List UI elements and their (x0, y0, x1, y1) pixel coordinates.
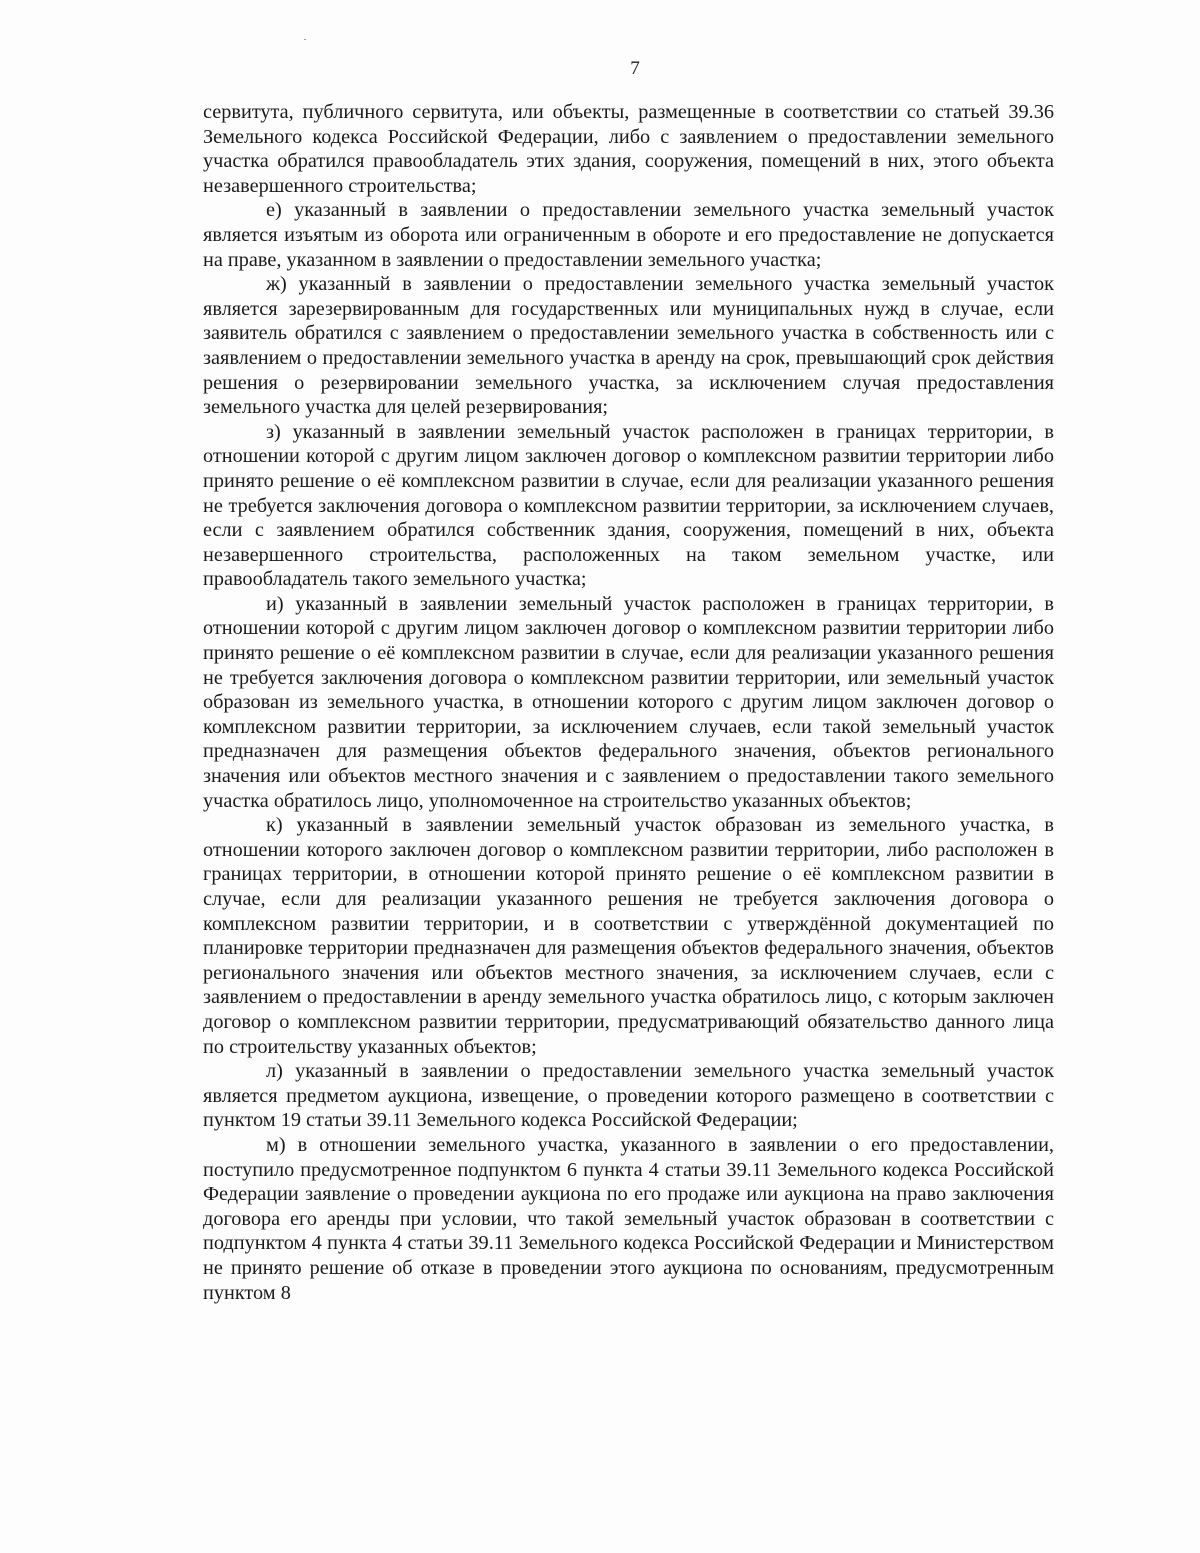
paragraph-zh: ж) указанный в заявлении о предоставлении земельного участка земельный участок является зарезервированным для государственных или муниципальных нужд в случае, если заявитель обратился с заявлением о предоставлении земельного участка в собственность или с заявлением о предоставлении земельного участка в аренду на срок, превышающий срок действия решения о резервировании земельного участка, за исключением случая предоставления земельного участка для целей резервирования; (203, 273, 1054, 419)
paragraph-continuation: сервитута, публичного сервитута, или объекты, размещенные в соответствии со статьей 39.36 Земельного кодекса Российской Федерации, либо с заявлением о предоставлении земельного участка обратился правообладатель этих здания, сооружения, помещений в них, этого объекта незавершенного строительства; (203, 101, 1054, 197)
paragraph-z: з) указанный в заявлении земельный участок расположен в границах территории, в отношении которой с другим лицом заключен договор о комплексном развитии территории либо принято решение о её комплексном развитии в случае, если для реализации указанного решения не требуется заключения договора о комплексном развитии территории, за исключением случаев, если с заявлением обратился собственник здания, сооружения, помещений в них, объекта незавершенного строительства, расположенных на таком земельном участке, или правообладатель такого земельного участка; (203, 420, 1054, 591)
paragraph-e: е) указанный в заявлении о предоставлении земельного участка земельный участок является изъятым из оборота или ограниченным в обороте и его предоставление не допускается на праве, указанном в заявлении о предоставлении земельного участка; (203, 199, 1054, 271)
paragraph-i: и) указанный в заявлении земельный участок расположен в границах территории, в отношении которой с другим лицом заключен договор о комплексном развитии территории либо принято решение о её комплексном развитии в случае, если для реализации указанного решения не требуется заключения договора о комплексном развитии территории, или земельный участок образован из земельного участка, в отношении которого с другим лицом заключен договор о комплексном развитии территории, за исключением случаев, если такой земельный участок предназначен для размещения объектов федерального значения, объектов регионального значения или объектов местного значения и с заявлением о предоставлении такого земельного участка обратилось лицо, уполномоченное на строительство указанных объектов; (203, 592, 1054, 812)
document-body (203, 100, 1054, 1305)
paragraph-k: к) указанный в заявлении земельный участок образован из земельного участка, в отношении которого заключен договор о комплексном развитии территории, либо расположен в границах территории, в отношении которой принято решение о её комплексном развитии в случае, если для реализации указанного решения не требуется заключения договора о комплексном развитии территории, и в соответствии с утверждённой документацией по планировке территории предназначен для размещения объектов федерального значения, объектов регионального значения или объектов местного значения, за исключением случаев, если с заявлением о предоставлении в аренду земельного участка обратилось лицо, с которым заключен договор о комплексном развитии территории, предусматривающий обязательство данного лица по строительству указанных объектов; (203, 814, 1054, 1058)
paragraph-l: л) указанный в заявлении о предоставлении земельного участка земельный участок является предметом аукциона, извещение, о проведении которого размещено в соответствии с пунктом 19 статьи 39.11 Земельного кодекса Российской Федерации; (203, 1060, 1054, 1132)
paragraph-m: м) в отношении земельного участка, указанного в заявлении о его предоставлении, поступило предусмотренное подпунктом 6 пункта 4 статьи 39.11 Земельного кодекса Российской Федерации заявление о проведении аукциона по его продаже или аукциона на право заключения договора его аренды при условии, что такой земельный участок образован в соответствии с подпунктом 4 пункта 4 статьи 39.11 Земельного кодекса Российской Федерации и Министерством не принято решение об отказе в проведении этого аукциона по основаниям, предусмотренным пунктом 8 (203, 1133, 1054, 1304)
page-number: 7 (630, 58, 640, 79)
scan-speck (304, 39, 306, 40)
